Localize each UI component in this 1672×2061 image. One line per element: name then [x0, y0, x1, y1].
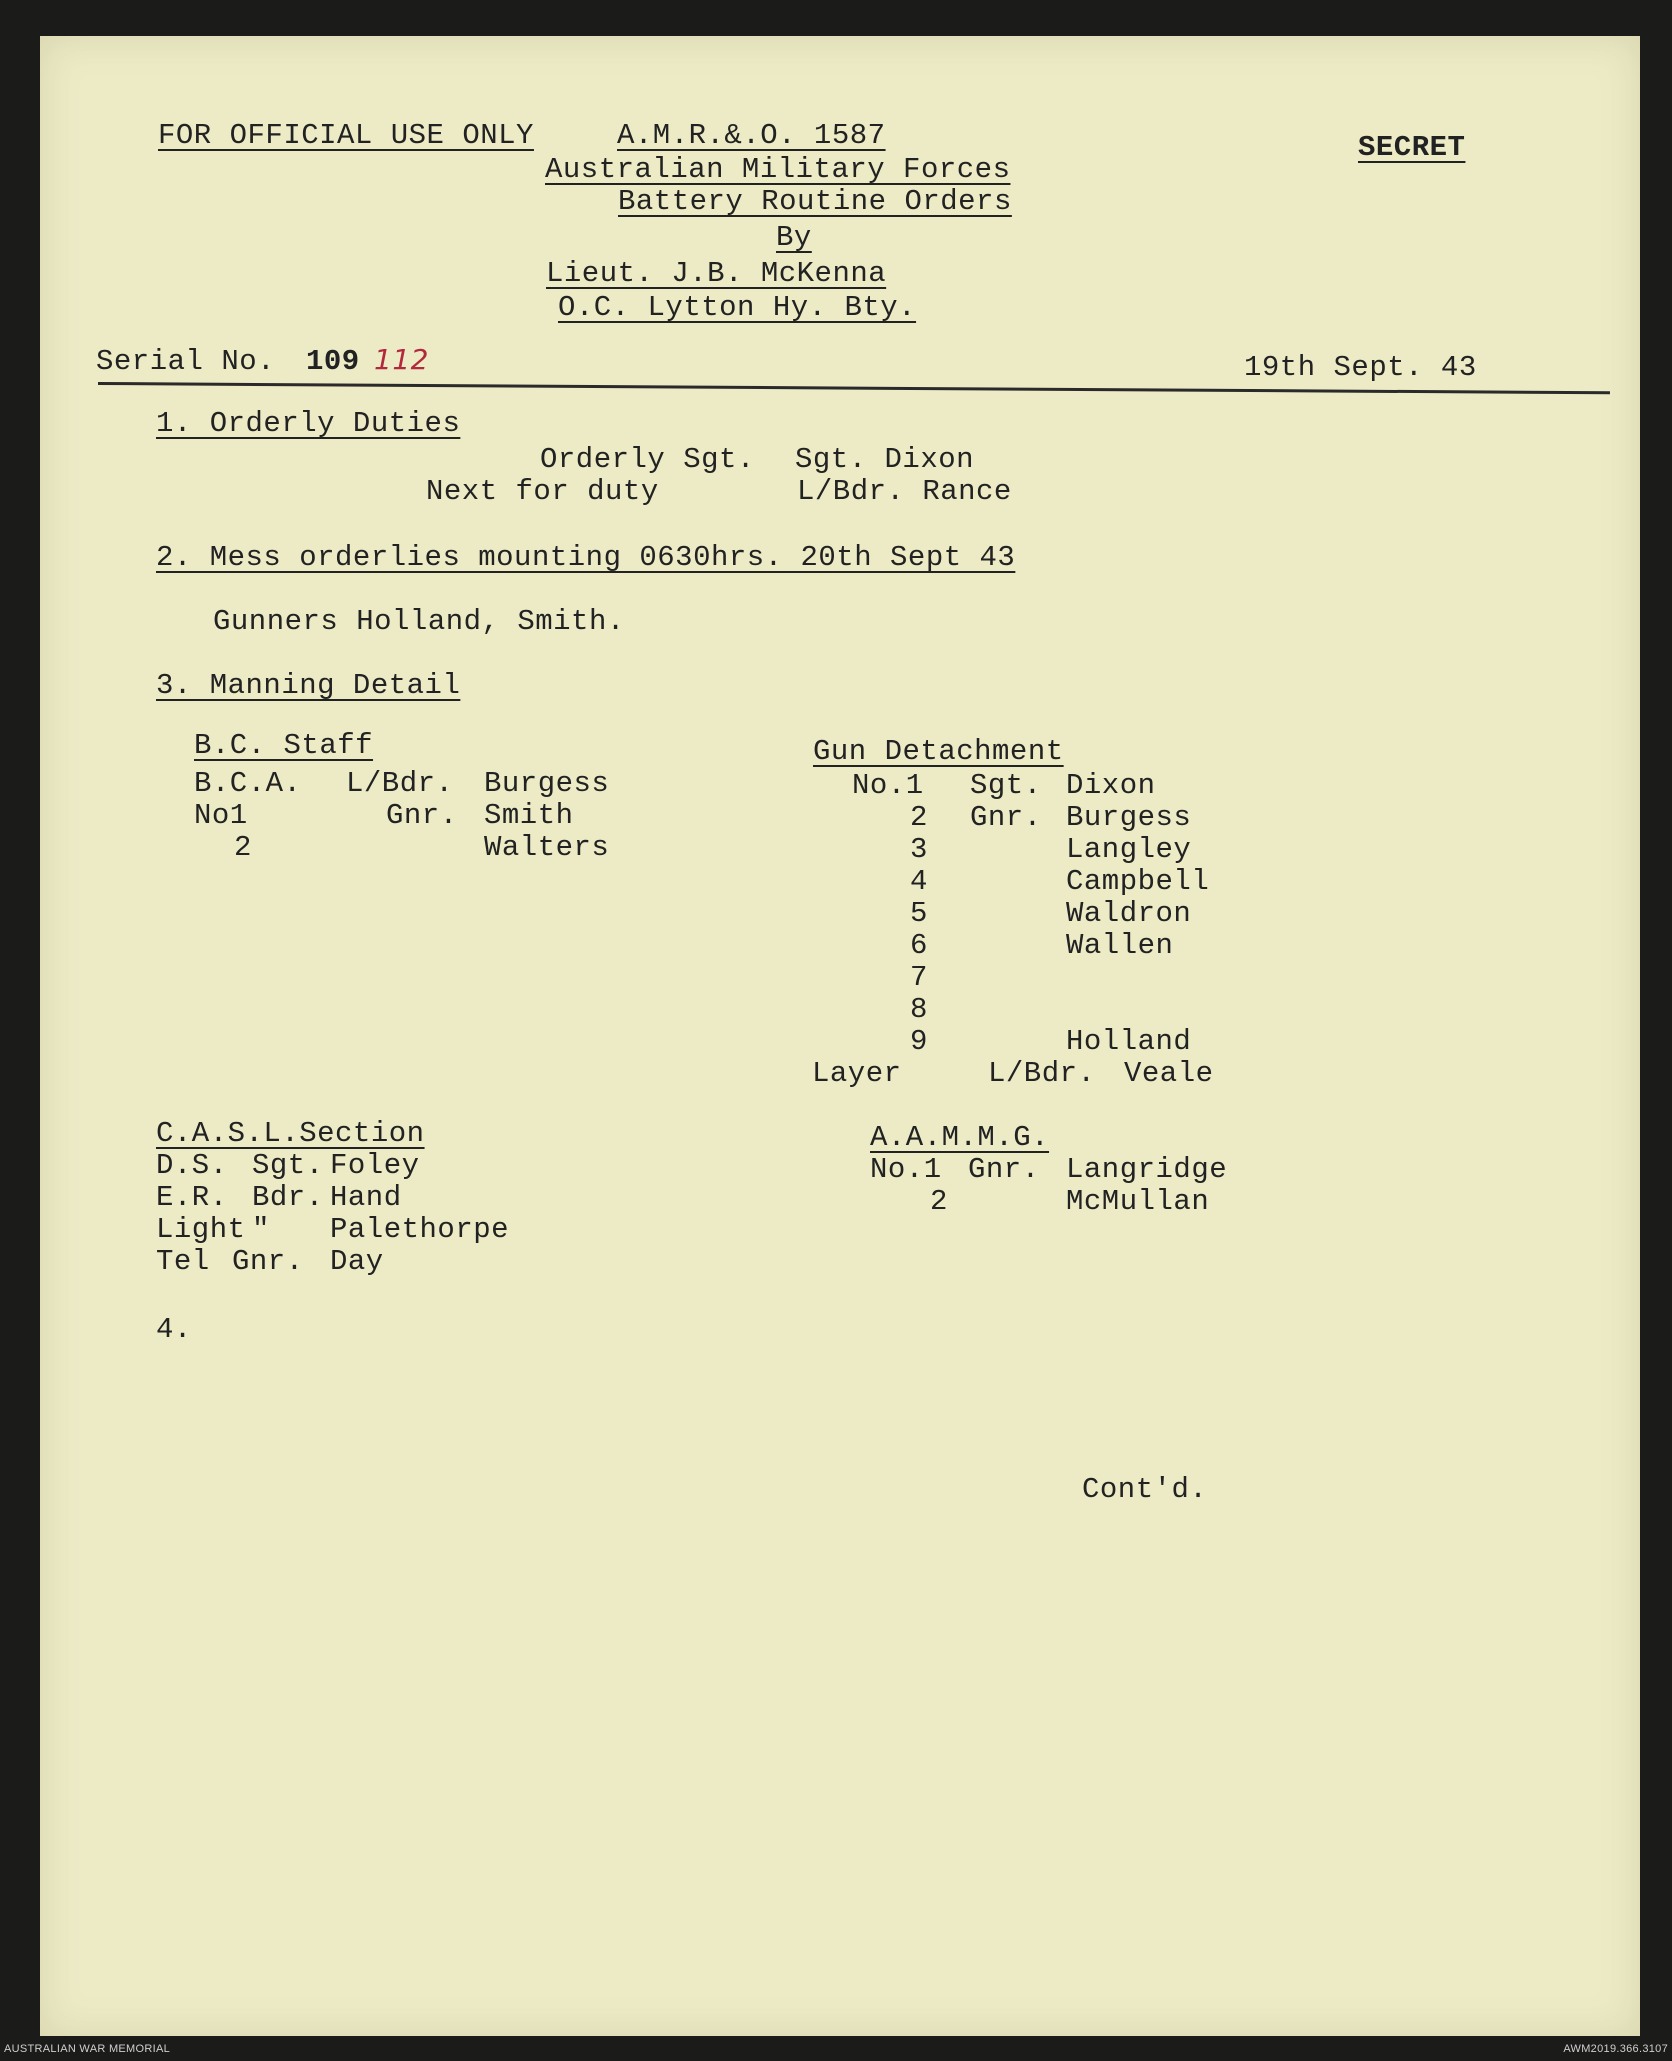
serial-typed: 109 [306, 345, 360, 378]
aammg-pos: 2 [930, 1185, 948, 1218]
gun-detachment-pos: 7 [910, 961, 928, 994]
gun-detachment-rank: Gnr. [970, 801, 1042, 834]
gun-detachment-rank: L/Bdr. [988, 1057, 1096, 1090]
casl-pos: D.S. [156, 1149, 228, 1182]
orderly-sgt-name: Sgt. Dixon [795, 443, 975, 476]
casl-pos: Light [156, 1213, 246, 1246]
casl-name: Day [330, 1245, 384, 1278]
bc-staff-pos: No1 [194, 799, 248, 832]
section-2-heading: 2. Mess orderlies mounting 0630hrs. 20th Sept 43 [156, 541, 1016, 574]
casl-rank: Bdr. [252, 1181, 324, 1214]
footer-accession-number: AWM2019.366.3107 [1563, 2043, 1668, 2055]
gun-detachment-pos: 9 [910, 1025, 928, 1058]
restriction-label: FOR OFFICIAL USE ONLY [158, 119, 534, 152]
gun-detachment-pos: 5 [910, 897, 928, 930]
document-page [40, 36, 1640, 2036]
gun-detachment-pos: 3 [910, 833, 928, 866]
gun-detachment-name: Langley [1066, 833, 1192, 866]
footer-credit: AUSTRALIAN WAR MEMORIAL [4, 2043, 171, 2055]
casl-name: Palethorpe [330, 1213, 510, 1246]
casl-name: Foley [330, 1149, 420, 1182]
gun-detachment-name: Veale [1124, 1057, 1214, 1090]
document-title: Battery Routine Orders [618, 185, 1012, 218]
bc-staff-title: B.C. Staff [194, 729, 374, 762]
casl-rank: Sgt. [252, 1149, 324, 1182]
gun-detachment-pos: No.1 [852, 769, 924, 802]
gun-detachment-pos: 2 [910, 801, 928, 834]
bc-staff-pos: 2 [234, 831, 252, 864]
gun-detachment-name: Waldron [1066, 897, 1192, 930]
gun-detachment-pos: 6 [910, 929, 928, 962]
aammg-title: A.A.M.M.G. [870, 1121, 1050, 1154]
gun-detachment-name: Holland [1066, 1025, 1192, 1058]
unit-name: O.C. Lytton Hy. Bty. [558, 291, 917, 324]
serial-handwritten: 112 [374, 343, 429, 376]
next-for-duty-label: Next for duty [426, 475, 659, 508]
by-label: By [776, 221, 812, 254]
gun-detachment-title: Gun Detachment [813, 735, 1064, 768]
bc-staff-rank: L/Bdr. [346, 767, 454, 800]
order-date: 19th Sept. 43 [1244, 351, 1477, 384]
bc-staff-name: Walters [484, 831, 610, 864]
next-for-duty-name: L/Bdr. Rance [797, 475, 1012, 508]
gun-detachment-name: Wallen [1066, 929, 1174, 962]
aammg-rank: Gnr. [968, 1153, 1040, 1186]
gun-detachment-pos: 8 [910, 993, 928, 1026]
bc-staff-rank: Gnr. [386, 799, 458, 832]
gun-detachment-pos: Layer [812, 1057, 902, 1090]
officer-name: Lieut. J.B. McKenna [546, 257, 887, 290]
classification-label: SECRET [1358, 131, 1466, 164]
casl-pos: Tel [156, 1245, 210, 1278]
section-3-heading: 3. Manning Detail [156, 669, 461, 702]
bc-staff-name: Smith [484, 799, 574, 832]
orderly-sgt-label: Orderly Sgt. [540, 443, 755, 476]
gun-detachment-name: Dixon [1066, 769, 1156, 802]
casl-rank: Gnr. [232, 1245, 304, 1278]
casl-name: Hand [330, 1181, 402, 1214]
serial-label: Serial No. [96, 345, 276, 378]
casl-title: C.A.S.L.Section [156, 1117, 425, 1150]
section-1-heading: 1. Orderly Duties [156, 407, 461, 440]
aammg-pos: No.1 [870, 1153, 942, 1186]
gun-detachment-name: Campbell [1066, 865, 1210, 898]
bc-staff-pos: B.C.A. [194, 767, 302, 800]
continued-label: Cont'd. [1082, 1473, 1208, 1506]
mess-orderlies-names: Gunners Holland, Smith. [213, 605, 625, 638]
casl-rank: " [252, 1213, 270, 1246]
gun-detachment-rank: Sgt. [970, 769, 1042, 802]
casl-pos: E.R. [156, 1181, 228, 1214]
aammg-name: McMullan [1066, 1185, 1210, 1218]
gun-detachment-name: Burgess [1066, 801, 1192, 834]
gun-detachment-pos: 4 [910, 865, 928, 898]
organization-name: Australian Military Forces [545, 153, 1011, 186]
bc-staff-name: Burgess [484, 767, 610, 800]
reference-number: A.M.R.&.O. 1587 [617, 119, 886, 152]
aammg-name: Langridge [1066, 1153, 1228, 1186]
section-4-heading: 4. [156, 1313, 192, 1346]
